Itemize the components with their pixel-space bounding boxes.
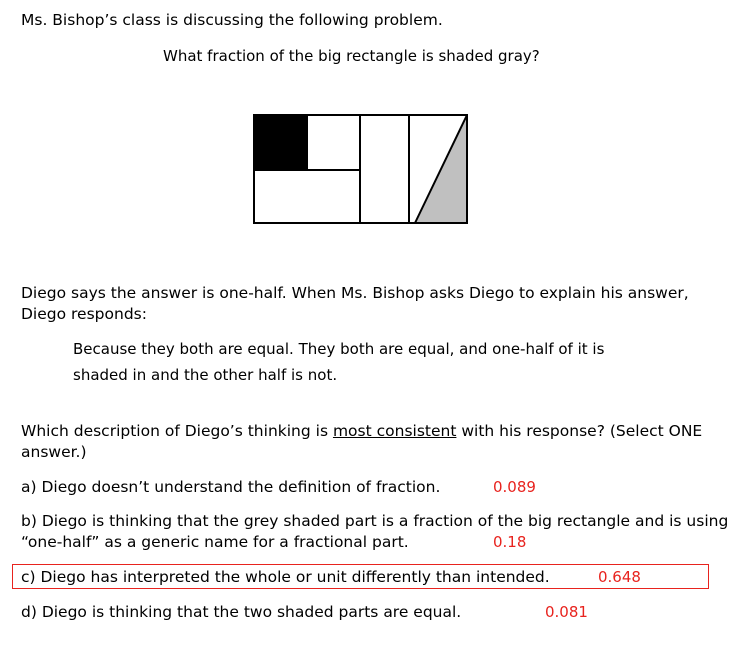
option-b-value: 0.18 bbox=[493, 533, 527, 551]
problem-question: What fraction of the big rectangle is shaded gray? bbox=[163, 47, 540, 65]
diego-quote-line1: Because they both are equal. They both are equal, and one-half of it is bbox=[73, 340, 605, 358]
diego-says-line2: Diego responds: bbox=[21, 305, 147, 323]
intro-text: Ms. Bishop’s class is discussing the following problem. bbox=[21, 11, 443, 29]
option-a-value: 0.089 bbox=[493, 478, 536, 496]
diego-quote-line2: shaded in and the other half is not. bbox=[73, 366, 338, 384]
option-b-line2[interactable]: “one-half” as a generic name for a fractional part. bbox=[21, 533, 409, 551]
option-d-value: 0.081 bbox=[545, 603, 588, 621]
prompt-before: Which description of Diego’s thinking is bbox=[21, 422, 333, 440]
prompt-line2: answer.) bbox=[21, 443, 87, 461]
option-a[interactable]: a) Diego doesn’t understand the definition of fraction. bbox=[21, 478, 441, 496]
prompt-after: with his response? (Select ONE bbox=[456, 422, 703, 440]
option-c-value: 0.648 bbox=[598, 568, 641, 586]
diego-says-line1: Diego says the answer is one-half. When Ms. Bishop asks Diego to explain his answer, bbox=[21, 284, 689, 302]
prompt-line1 bbox=[21, 420, 702, 442]
option-c[interactable]: c) Diego has interpreted the whole or unit differently than intended. bbox=[21, 568, 550, 586]
black-square bbox=[254, 115, 307, 170]
option-d[interactable]: d) Diego is thinking that the two shaded parts are equal. bbox=[21, 603, 462, 621]
option-b-line1[interactable]: b) Diego is thinking that the grey shaded part is a fraction of the big rectangle and is using bbox=[21, 512, 729, 530]
prompt-emphasis: most consistent bbox=[332, 422, 457, 440]
rectangle-figure bbox=[253, 114, 469, 226]
